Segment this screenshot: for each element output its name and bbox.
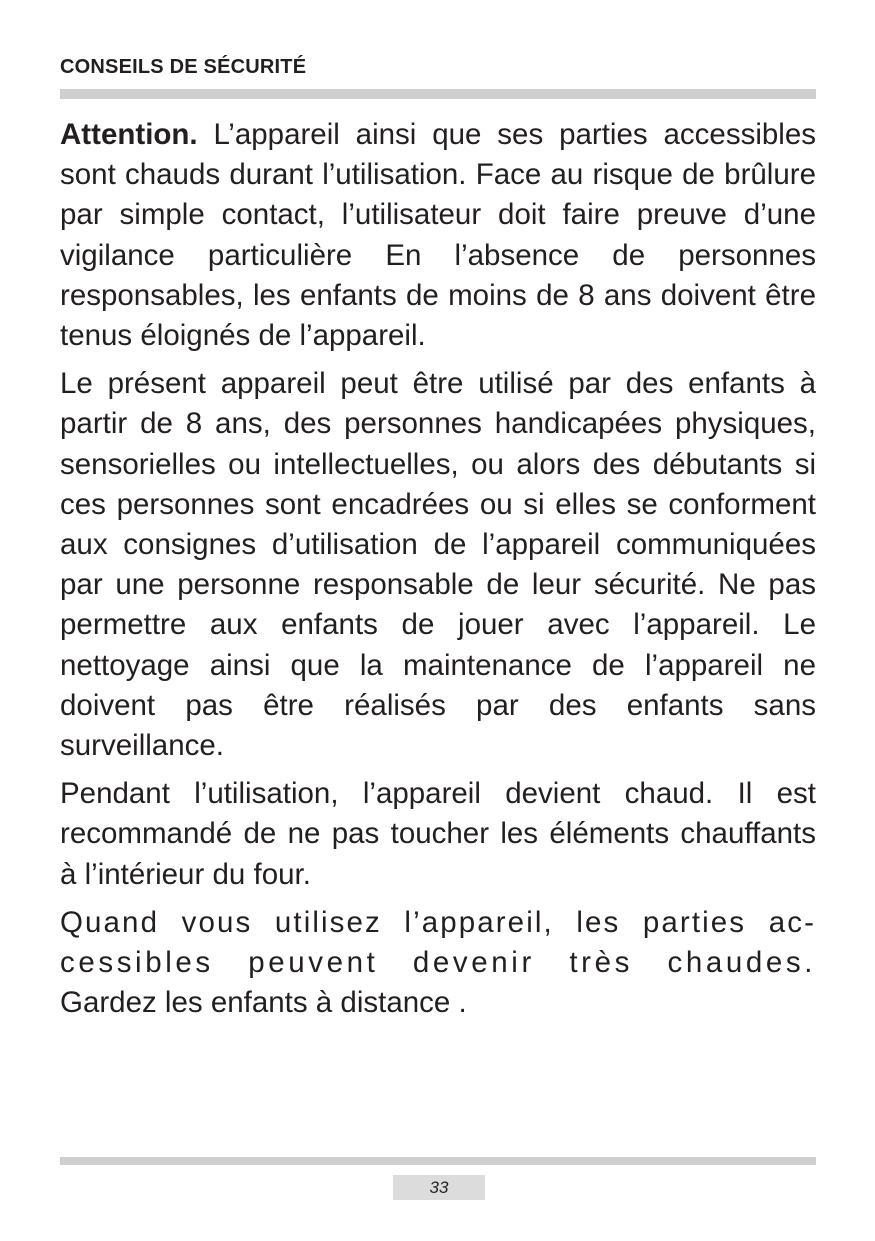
attention-text: L’appareil ainsi que ses parties accessibles sont chauds durant l’utilisation. Face au risque de brûlure par simple contact, l’utilisateur doit faire preuve d’une vigilance particulière En l’absence de personnes responsables, les enfants de moins de 8 ans doivent être tenus éloignés de l’appareil. bbox=[60, 118, 816, 353]
accessible-parts-line-2: cessibles peuvent devenir très chaudes. bbox=[60, 946, 816, 980]
page-number: 33 bbox=[429, 1177, 449, 1197]
paragraph-attention bbox=[60, 115, 816, 356]
safety-content bbox=[60, 115, 816, 1031]
header-divider bbox=[60, 89, 816, 99]
page-number-box bbox=[393, 1175, 485, 1200]
page-header-title: CONSEILS DE SÉCURITÉ bbox=[60, 56, 307, 78]
paragraph-usage-by-children: Le présent appareil peut être utilisé par des enfants à partir de 8 ans, des personnes handicapées physiques, sensorielles ou intellectuelles, ou alors des débutants si ces personnes sont encadrées ou si elles se conforment aux consignes d’utilisation de l’appareil communiquées par une personne responsable de leur sécurité. Ne pas permettre aux enfants de jouer avec l’appareil. Le nettoyage ainsi que la maintenance de l’appareil ne doivent pas être réalisés par des enfants sans surveillance. bbox=[60, 367, 816, 763]
attention-label: Attention. bbox=[60, 118, 198, 151]
paragraph-accessible-parts bbox=[60, 903, 816, 1024]
paragraph-hot-elements: Pendant l’utilisation, l’appareil devient chaud. Il est recommandé de ne pas toucher les éléments chauffants à l’intérieur du four. bbox=[60, 777, 816, 891]
accessible-parts-line-3: Gardez les enfants à distance . bbox=[60, 986, 467, 1020]
footer-divider bbox=[60, 1157, 816, 1165]
accessible-parts-line-1: Quand vous utilisez l’appareil, les parties ac- bbox=[60, 905, 816, 939]
